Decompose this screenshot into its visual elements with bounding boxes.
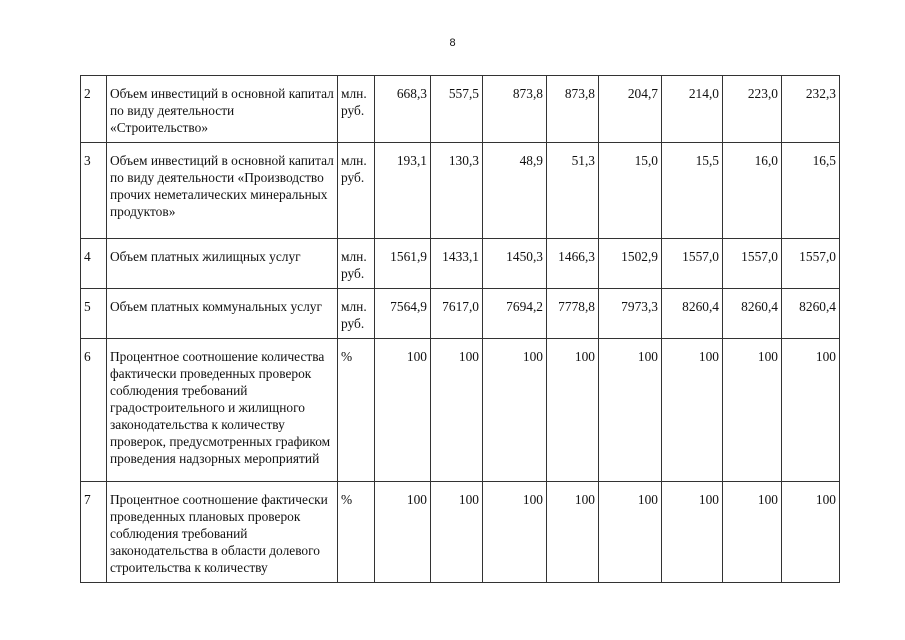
value-cell: 100 — [547, 482, 599, 583]
value-cell: 1466,3 — [547, 239, 599, 289]
value-cell: 7694,2 — [483, 289, 547, 339]
table-row — [81, 143, 840, 239]
value-cell: 668,3 — [375, 76, 431, 143]
value-cell: 100 — [599, 482, 662, 583]
indicator-name: Объем платных жилищных услуг — [107, 239, 338, 289]
table-row — [81, 482, 840, 583]
unit-cell: млн. руб. — [338, 76, 375, 143]
value-cell: 100 — [375, 339, 431, 482]
value-cell: 100 — [723, 339, 782, 482]
value-cell: 1557,0 — [723, 239, 782, 289]
page-number: 8 — [449, 37, 456, 49]
value-cell: 100 — [483, 339, 547, 482]
unit-cell: % — [338, 482, 375, 583]
indicator-name: Объем инвестиций в основной капитал по виду деятельности «Производство прочих неметалических минеральных продуктов» — [107, 143, 338, 239]
value-cell: 130,3 — [431, 143, 483, 239]
indicator-name: Объем инвестиций в основной капитал по виду деятельности «Строительство» — [107, 76, 338, 143]
value-cell: 8260,4 — [723, 289, 782, 339]
value-cell: 100 — [547, 339, 599, 482]
value-cell: 214,0 — [662, 76, 723, 143]
value-cell: 1433,1 — [431, 239, 483, 289]
value-cell: 16,0 — [723, 143, 782, 239]
unit-cell: млн. руб. — [338, 239, 375, 289]
value-cell: 873,8 — [483, 76, 547, 143]
row-number: 6 — [81, 339, 107, 482]
value-cell: 232,3 — [782, 76, 840, 143]
value-cell: 193,1 — [375, 143, 431, 239]
table-row — [81, 76, 840, 143]
row-number: 4 — [81, 239, 107, 289]
indicators-table — [80, 75, 840, 583]
indicator-name: Процентное соотношение фактически проведенных плановых проверок соблюдения требований законодательства в области долевого строительства к количеству — [107, 482, 338, 583]
value-cell: 7617,0 — [431, 289, 483, 339]
value-cell: 100 — [662, 482, 723, 583]
row-number: 3 — [81, 143, 107, 239]
value-cell: 100 — [662, 339, 723, 482]
value-cell: 8260,4 — [782, 289, 840, 339]
table-row — [81, 339, 840, 482]
value-cell: 100 — [483, 482, 547, 583]
value-cell: 1502,9 — [599, 239, 662, 289]
value-cell: 7778,8 — [547, 289, 599, 339]
value-cell: 100 — [431, 482, 483, 583]
value-cell: 100 — [782, 339, 840, 482]
value-cell: 100 — [431, 339, 483, 482]
row-number: 5 — [81, 289, 107, 339]
value-cell: 557,5 — [431, 76, 483, 143]
value-cell: 48,9 — [483, 143, 547, 239]
indicator-name: Объем платных коммунальных услуг — [107, 289, 338, 339]
value-cell: 223,0 — [723, 76, 782, 143]
value-cell: 7973,3 — [599, 289, 662, 339]
value-cell: 100 — [375, 482, 431, 583]
value-cell: 1557,0 — [782, 239, 840, 289]
value-cell: 100 — [723, 482, 782, 583]
value-cell: 100 — [599, 339, 662, 482]
table-row — [81, 289, 840, 339]
value-cell: 51,3 — [547, 143, 599, 239]
row-number: 7 — [81, 482, 107, 583]
table-row — [81, 239, 840, 289]
value-cell: 1450,3 — [483, 239, 547, 289]
unit-cell: млн. руб. — [338, 289, 375, 339]
value-cell: 8260,4 — [662, 289, 723, 339]
value-cell: 16,5 — [782, 143, 840, 239]
unit-cell: млн. руб. — [338, 143, 375, 239]
value-cell: 100 — [782, 482, 840, 583]
value-cell: 15,5 — [662, 143, 723, 239]
value-cell: 15,0 — [599, 143, 662, 239]
row-number: 2 — [81, 76, 107, 143]
indicator-name: Процентное соотношение количества фактически проведенных проверок соблюдения требований градостроительного и жилищного законодательства к количеству проверок, предусмотренных графиком проведения надзорных мероприятий — [107, 339, 338, 482]
value-cell: 7564,9 — [375, 289, 431, 339]
value-cell: 1557,0 — [662, 239, 723, 289]
unit-cell: % — [338, 339, 375, 482]
value-cell: 204,7 — [599, 76, 662, 143]
value-cell: 873,8 — [547, 76, 599, 143]
value-cell: 1561,9 — [375, 239, 431, 289]
